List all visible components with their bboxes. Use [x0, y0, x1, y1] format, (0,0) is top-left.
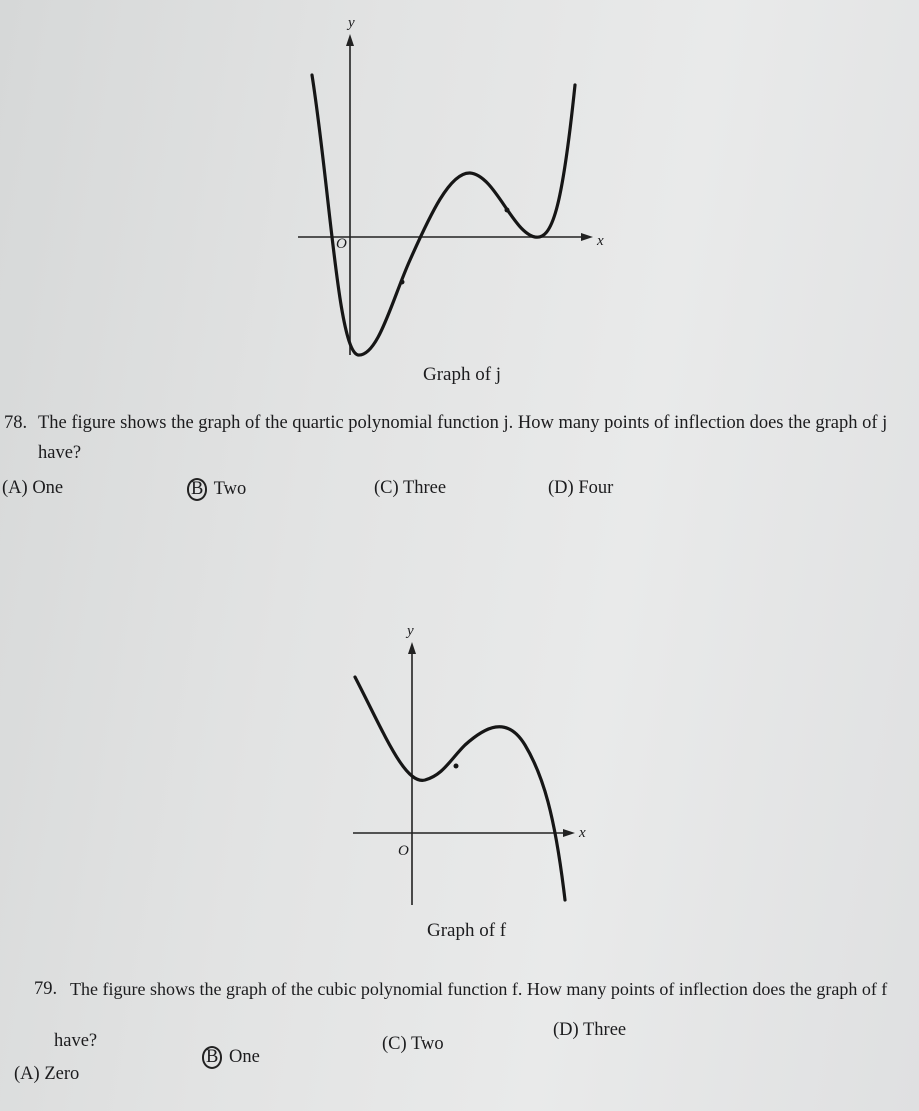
q79-number: 79.	[34, 979, 58, 999]
graph-f-y-arrow	[408, 642, 416, 654]
graph-f-x-arrow	[563, 829, 575, 837]
graph-j-curve	[312, 75, 575, 355]
graph-f-curve	[355, 677, 565, 900]
q78-prompt-line1: The figure shows the graph of the quartic polynomial function j. How many points of inflection does the graph of j	[38, 413, 888, 433]
q79-choice-a[interactable]	[14, 1064, 79, 1085]
choice-label: Two	[213, 479, 247, 499]
graph-j-y-arrow	[346, 34, 354, 46]
graph-j-y-label: y	[348, 15, 355, 31]
graph-j-inflection-mark	[505, 208, 510, 213]
choice-label: Three	[582, 1020, 627, 1040]
graph-f-caption: Graph of f	[427, 920, 507, 941]
graph-j-caption: Graph of j	[423, 364, 502, 385]
choice-label: One	[228, 1047, 260, 1067]
choice-label: Two	[410, 1034, 444, 1054]
q78-choice-d[interactable]	[548, 478, 613, 499]
q78-choice-b[interactable]	[187, 478, 246, 501]
choice-letter: (D)	[553, 1020, 579, 1040]
q78-choice-c[interactable]	[374, 478, 446, 499]
choice-label: One	[32, 478, 64, 498]
choice-label: Four	[578, 478, 614, 498]
circled-choice-letter: B	[187, 478, 207, 501]
q79-prompt-line1: The figure shows the graph of the cubic polynomial function f. How many points of inflection does the graph of f	[70, 979, 888, 999]
choice-letter: (C)	[374, 478, 399, 498]
q78-choice-a[interactable]	[2, 478, 63, 499]
graph-j	[290, 10, 630, 360]
graph-f-origin-label: O	[398, 843, 409, 859]
choice-letter: (A)	[14, 1064, 40, 1084]
q78-prompt-line2: have?	[38, 443, 82, 463]
circled-choice-letter: B	[202, 1046, 222, 1069]
graph-f	[345, 615, 605, 915]
q79-prompt-line2: have?	[54, 1031, 98, 1051]
graph-j-origin-label: O	[336, 236, 347, 252]
choice-letter: (D)	[548, 478, 574, 498]
graph-j-inflection-mark	[400, 280, 405, 285]
q79-choice-c[interactable]	[382, 1034, 444, 1055]
choice-letter: (A)	[2, 478, 28, 498]
graph-f-x-label: x	[579, 825, 586, 841]
choice-label: Three	[402, 478, 447, 498]
graph-j-x-arrow	[581, 233, 593, 241]
q78-number: 78.	[4, 413, 28, 433]
graph-f-y-label: y	[407, 623, 414, 639]
choice-label: Zero	[44, 1064, 80, 1084]
q79-choice-b[interactable]	[202, 1046, 260, 1069]
graph-j-x-label: x	[597, 233, 604, 249]
graph-f-inflection-mark	[454, 764, 459, 769]
choice-letter: (C)	[382, 1034, 407, 1054]
q79-choice-d[interactable]	[553, 1020, 626, 1041]
